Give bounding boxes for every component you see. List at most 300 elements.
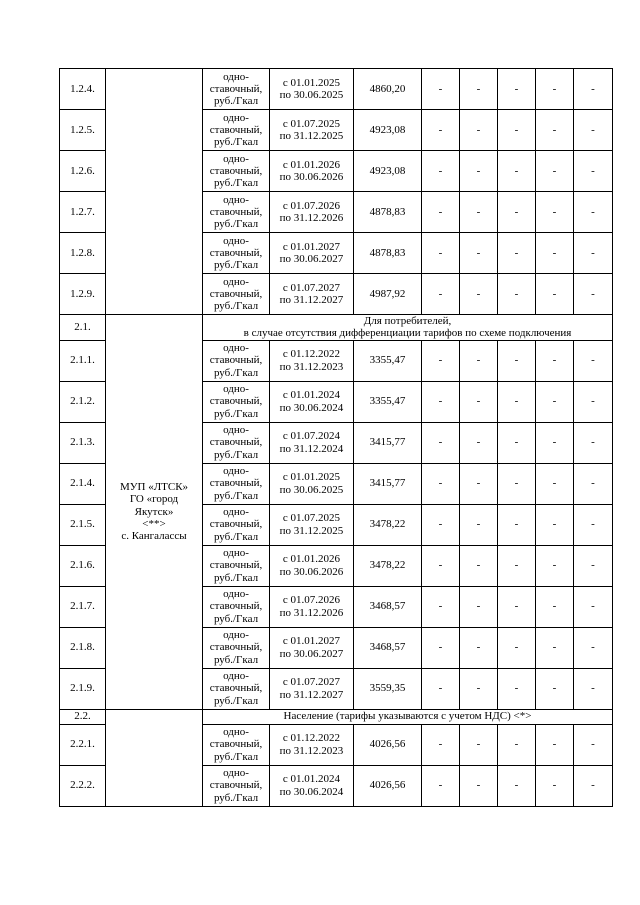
empty-value-cell bbox=[498, 504, 536, 545]
unit-cell bbox=[203, 765, 270, 806]
empty-value-cell bbox=[498, 151, 536, 192]
tariff-value: 3355,47 bbox=[369, 395, 406, 408]
unit-cell bbox=[203, 586, 270, 627]
empty-value-cell bbox=[422, 627, 460, 668]
unit-line: руб./Гкал bbox=[213, 366, 259, 379]
unit-cell bbox=[203, 110, 270, 151]
period-cell bbox=[270, 586, 354, 627]
tariff-value: 3468,57 bbox=[369, 600, 406, 613]
empty-value-cell bbox=[498, 463, 536, 504]
empty-value-cell bbox=[460, 274, 498, 315]
empty-value-cell bbox=[574, 668, 613, 709]
dash-mark: - bbox=[514, 641, 519, 654]
dash-mark: - bbox=[591, 82, 595, 95]
dash-mark: - bbox=[476, 682, 481, 695]
unit-line: одно- bbox=[223, 193, 249, 206]
unit-line: одно- bbox=[223, 424, 249, 437]
unit-line: одно- bbox=[223, 275, 249, 288]
dash-mark: - bbox=[438, 600, 443, 613]
empty-value-cell bbox=[460, 192, 498, 233]
unit-line: ставочный, bbox=[209, 395, 263, 408]
empty-value-cell bbox=[422, 69, 460, 110]
empty-value-cell bbox=[574, 765, 613, 806]
period-to: по 31.12.2026 bbox=[279, 606, 344, 619]
period-to: по 31.12.2027 bbox=[279, 688, 344, 701]
dash-mark: - bbox=[438, 354, 443, 367]
dash-mark: - bbox=[476, 641, 481, 654]
empty-value-cell bbox=[460, 724, 498, 765]
empty-value-cell bbox=[460, 381, 498, 422]
dash-mark: - bbox=[514, 287, 519, 300]
unit-line: руб./Гкал bbox=[213, 448, 259, 461]
empty-value-cell bbox=[498, 765, 536, 806]
unit-line: ставочный, bbox=[209, 779, 263, 792]
period-to: по 30.06.2025 bbox=[279, 483, 344, 496]
row-number: 2.1.7. bbox=[70, 600, 95, 613]
dash-mark: - bbox=[591, 205, 595, 218]
group-number: 2.2. bbox=[74, 710, 91, 723]
unit-line: ставочный, bbox=[209, 559, 263, 572]
unit-cell bbox=[203, 724, 270, 765]
row-number-cell bbox=[60, 463, 106, 504]
tariff-value-cell bbox=[354, 151, 422, 192]
unit-cell bbox=[203, 668, 270, 709]
unit-line: ставочный, bbox=[209, 123, 263, 136]
dash-mark: - bbox=[476, 164, 481, 177]
tariff-value: 3478,22 bbox=[369, 559, 406, 572]
dash-mark: - bbox=[514, 395, 519, 408]
dash-mark: - bbox=[438, 779, 443, 792]
period-to: по 30.06.2025 bbox=[279, 89, 344, 101]
unit-line: ставочный, bbox=[209, 164, 263, 177]
dash-mark: - bbox=[438, 436, 443, 449]
dash-mark: - bbox=[591, 395, 595, 408]
empty-value-cell bbox=[574, 463, 613, 504]
dash-mark: - bbox=[438, 287, 443, 300]
empty-value-cell bbox=[574, 274, 613, 315]
empty-value-cell bbox=[574, 110, 613, 151]
group-title-line: Для потребителей, bbox=[363, 315, 452, 327]
tariff-value-cell bbox=[354, 765, 422, 806]
unit-line: ставочный, bbox=[209, 600, 263, 613]
organization-name-line: Якутск» bbox=[134, 505, 174, 518]
unit-line: руб./Гкал bbox=[213, 791, 259, 804]
unit-line: ставочный, bbox=[209, 641, 263, 654]
tariff-value-cell bbox=[354, 110, 422, 151]
dash-mark: - bbox=[438, 738, 443, 751]
empty-value-cell bbox=[536, 192, 574, 233]
dash-mark: - bbox=[514, 779, 519, 792]
unit-line: одно- bbox=[223, 726, 249, 739]
period-to: по 31.12.2026 bbox=[279, 212, 344, 224]
dash-mark: - bbox=[552, 246, 557, 259]
dash-mark: - bbox=[438, 518, 443, 531]
dash-mark: - bbox=[476, 82, 481, 95]
tariff-value: 4923,08 bbox=[369, 164, 406, 177]
empty-value-cell bbox=[460, 504, 498, 545]
dash-mark: - bbox=[591, 164, 595, 177]
dash-mark: - bbox=[476, 123, 481, 136]
period-cell bbox=[270, 192, 354, 233]
dash-mark: - bbox=[591, 287, 595, 300]
empty-value-cell bbox=[574, 627, 613, 668]
organization-cell-continued bbox=[106, 69, 203, 315]
row-number: 1.2.8. bbox=[70, 246, 95, 259]
tariff-table bbox=[59, 68, 613, 807]
tariff-value: 3415,77 bbox=[369, 477, 406, 490]
empty-value-cell bbox=[460, 69, 498, 110]
empty-value-cell bbox=[498, 381, 536, 422]
tariff-value: 4026,56 bbox=[369, 738, 406, 751]
unit-line: одно- bbox=[223, 111, 249, 124]
group-title-cell bbox=[203, 709, 613, 724]
row-number: 2.1.8. bbox=[70, 641, 95, 654]
period-cell bbox=[270, 668, 354, 709]
period-from: с 01.01.2025 bbox=[282, 76, 341, 89]
unit-cell bbox=[203, 192, 270, 233]
unit-line: ставочный, bbox=[209, 246, 263, 259]
group-header-row bbox=[60, 315, 613, 341]
period-from: с 01.01.2026 bbox=[282, 553, 341, 566]
empty-value-cell bbox=[574, 192, 613, 233]
tariff-value: 3468,57 bbox=[369, 641, 406, 654]
unit-line: одно- bbox=[223, 383, 249, 396]
dash-mark: - bbox=[514, 436, 519, 449]
row-number: 1.2.5. bbox=[70, 123, 95, 136]
empty-value-cell bbox=[460, 586, 498, 627]
row-number-cell bbox=[60, 340, 106, 381]
dash-mark: - bbox=[476, 559, 481, 572]
period-to: по 31.12.2025 bbox=[279, 130, 344, 142]
period-to: по 30.06.2024 bbox=[279, 401, 344, 414]
unit-line: одно- bbox=[223, 588, 249, 601]
row-number-cell bbox=[60, 192, 106, 233]
empty-value-cell bbox=[536, 110, 574, 151]
period-from: с 01.01.2026 bbox=[282, 158, 341, 171]
unit-line: одно- bbox=[223, 234, 249, 247]
dash-mark: - bbox=[438, 123, 443, 136]
period-cell bbox=[270, 724, 354, 765]
unit-cell bbox=[203, 340, 270, 381]
tariff-value-cell bbox=[354, 724, 422, 765]
unit-line: руб./Гкал bbox=[213, 259, 259, 272]
row-number: 2.1.2. bbox=[70, 395, 95, 408]
period-to: по 31.12.2023 bbox=[279, 744, 344, 757]
group-title-line: в случае отсутствия дифференциации тарифов по схеме подключения bbox=[243, 327, 572, 340]
period-from: с 01.01.2024 bbox=[282, 389, 341, 402]
empty-value-cell bbox=[422, 668, 460, 709]
unit-cell bbox=[203, 422, 270, 463]
dash-mark: - bbox=[476, 354, 481, 367]
row-number: 2.1.5. bbox=[70, 518, 95, 531]
empty-value-cell bbox=[460, 463, 498, 504]
empty-value-cell bbox=[574, 340, 613, 381]
tariff-value-cell bbox=[354, 463, 422, 504]
dash-mark: - bbox=[476, 518, 481, 531]
dash-mark: - bbox=[591, 600, 595, 613]
dash-mark: - bbox=[552, 779, 557, 792]
empty-value-cell bbox=[574, 724, 613, 765]
period-to: по 31.12.2025 bbox=[279, 524, 344, 537]
group-number: 2.1. bbox=[74, 321, 91, 334]
dash-mark: - bbox=[476, 287, 481, 300]
dash-mark: - bbox=[591, 477, 595, 490]
dash-mark: - bbox=[438, 246, 443, 259]
tariff-value: 4860,20 bbox=[369, 82, 406, 95]
tariff-value: 4878,83 bbox=[369, 205, 406, 218]
period-cell bbox=[270, 504, 354, 545]
empty-value-cell bbox=[574, 545, 613, 586]
dash-mark: - bbox=[438, 205, 443, 218]
unit-line: руб./Гкал bbox=[213, 571, 259, 584]
empty-value-cell bbox=[460, 233, 498, 274]
empty-value-cell bbox=[460, 627, 498, 668]
dash-mark: - bbox=[552, 738, 557, 751]
dash-mark: - bbox=[552, 354, 557, 367]
dash-mark: - bbox=[552, 123, 557, 136]
unit-line: ставочный, bbox=[209, 205, 263, 218]
period-cell bbox=[270, 463, 354, 504]
unit-cell bbox=[203, 627, 270, 668]
dash-mark: - bbox=[438, 82, 443, 95]
organization-cell-bottom bbox=[106, 709, 203, 806]
unit-line: одно- bbox=[223, 465, 249, 478]
period-from: с 01.07.2024 bbox=[282, 430, 341, 443]
dash-mark: - bbox=[514, 246, 519, 259]
period-to: по 31.12.2027 bbox=[279, 294, 344, 306]
empty-value-cell bbox=[536, 381, 574, 422]
dash-mark: - bbox=[552, 641, 557, 654]
empty-value-cell bbox=[498, 340, 536, 381]
empty-value-cell bbox=[422, 504, 460, 545]
dash-mark: - bbox=[552, 600, 557, 613]
group-header-row bbox=[60, 709, 613, 724]
dash-mark: - bbox=[552, 518, 557, 531]
dash-mark: - bbox=[552, 436, 557, 449]
row-number: 2.1.4. bbox=[70, 477, 95, 490]
empty-value-cell bbox=[536, 233, 574, 274]
row-number: 2.1.9. bbox=[70, 682, 95, 695]
unit-cell bbox=[203, 545, 270, 586]
period-from: с 01.12.2022 bbox=[282, 348, 341, 361]
unit-cell bbox=[203, 381, 270, 422]
unit-line: ставочный, bbox=[209, 287, 263, 300]
tariff-value-cell bbox=[354, 545, 422, 586]
row-number-cell bbox=[60, 69, 106, 110]
empty-value-cell bbox=[460, 340, 498, 381]
dash-mark: - bbox=[514, 600, 519, 613]
table-row bbox=[60, 69, 613, 110]
empty-value-cell bbox=[536, 151, 574, 192]
unit-line: руб./Гкал bbox=[213, 694, 259, 707]
empty-value-cell bbox=[574, 151, 613, 192]
period-from: с 01.01.2025 bbox=[282, 471, 341, 484]
tariff-value-cell bbox=[354, 422, 422, 463]
unit-line: руб./Гкал bbox=[213, 218, 259, 231]
unit-line: руб./Гкал bbox=[213, 530, 259, 543]
dash-mark: - bbox=[591, 641, 595, 654]
empty-value-cell bbox=[498, 69, 536, 110]
unit-line: одно- bbox=[223, 342, 249, 355]
dash-mark: - bbox=[514, 82, 519, 95]
dash-mark: - bbox=[514, 518, 519, 531]
empty-value-cell bbox=[460, 422, 498, 463]
dash-mark: - bbox=[552, 477, 557, 490]
empty-value-cell bbox=[422, 192, 460, 233]
empty-value-cell bbox=[422, 422, 460, 463]
period-to: по 30.06.2026 bbox=[279, 565, 344, 578]
empty-value-cell bbox=[422, 545, 460, 586]
empty-value-cell bbox=[498, 586, 536, 627]
period-from: с 01.01.2027 bbox=[282, 635, 341, 648]
unit-line: руб./Гкал bbox=[213, 300, 259, 313]
dash-mark: - bbox=[552, 205, 557, 218]
empty-value-cell bbox=[536, 422, 574, 463]
dash-mark: - bbox=[514, 205, 519, 218]
empty-value-cell bbox=[460, 765, 498, 806]
period-cell bbox=[270, 151, 354, 192]
dash-mark: - bbox=[438, 641, 443, 654]
tariff-value-cell bbox=[354, 381, 422, 422]
empty-value-cell bbox=[498, 668, 536, 709]
period-to: по 30.06.2026 bbox=[279, 171, 344, 183]
tariff-value-cell bbox=[354, 668, 422, 709]
empty-value-cell bbox=[536, 724, 574, 765]
dash-mark: - bbox=[476, 436, 481, 449]
period-from: с 01.07.2027 bbox=[282, 676, 341, 689]
empty-value-cell bbox=[460, 668, 498, 709]
row-number-cell bbox=[60, 724, 106, 765]
period-from: с 01.07.2026 bbox=[282, 199, 341, 212]
period-cell bbox=[270, 765, 354, 806]
unit-line: ставочный, bbox=[209, 518, 263, 531]
dash-mark: - bbox=[552, 395, 557, 408]
group-number-cell bbox=[60, 709, 106, 724]
period-to: по 30.06.2024 bbox=[279, 785, 344, 798]
unit-cell bbox=[203, 69, 270, 110]
row-number-cell bbox=[60, 151, 106, 192]
row-number-cell bbox=[60, 627, 106, 668]
empty-value-cell bbox=[498, 233, 536, 274]
unit-line: ставочный, bbox=[209, 477, 263, 490]
period-from: с 01.07.2025 bbox=[282, 512, 341, 525]
unit-line: ставочный, bbox=[209, 682, 263, 695]
row-number-cell bbox=[60, 381, 106, 422]
empty-value-cell bbox=[536, 340, 574, 381]
empty-value-cell bbox=[536, 668, 574, 709]
dash-mark: - bbox=[476, 205, 481, 218]
empty-value-cell bbox=[498, 192, 536, 233]
organization-name-line: ГО «город bbox=[129, 493, 179, 506]
row-number-cell bbox=[60, 422, 106, 463]
unit-line: одно- bbox=[223, 767, 249, 780]
dash-mark: - bbox=[591, 779, 595, 792]
dash-mark: - bbox=[591, 123, 595, 136]
group-title-line: Население (тарифы указываются с учетом НДС) <*> bbox=[283, 710, 532, 723]
tariff-value-cell bbox=[354, 340, 422, 381]
unit-line: одно- bbox=[223, 670, 249, 683]
unit-line: одно- bbox=[223, 70, 249, 83]
dash-mark: - bbox=[514, 477, 519, 490]
empty-value-cell bbox=[536, 586, 574, 627]
tariff-value: 3478,22 bbox=[369, 518, 406, 531]
row-number-cell bbox=[60, 233, 106, 274]
unit-line: одно- bbox=[223, 506, 249, 519]
empty-value-cell bbox=[536, 504, 574, 545]
organization-cell bbox=[106, 315, 203, 710]
dash-mark: - bbox=[476, 395, 481, 408]
period-cell bbox=[270, 233, 354, 274]
unit-line: ставочный, bbox=[209, 82, 263, 95]
unit-line: ставочный, bbox=[209, 436, 263, 449]
period-cell bbox=[270, 274, 354, 315]
empty-value-cell bbox=[422, 586, 460, 627]
row-number: 2.1.3. bbox=[70, 436, 95, 449]
period-from: с 01.01.2024 bbox=[282, 773, 341, 786]
row-number: 1.2.7. bbox=[70, 205, 95, 218]
tariff-table-body bbox=[60, 69, 613, 807]
empty-value-cell bbox=[422, 381, 460, 422]
row-number: 2.2.1. bbox=[70, 738, 95, 751]
period-from: с 01.01.2027 bbox=[282, 240, 341, 253]
unit-cell bbox=[203, 504, 270, 545]
tariff-value-cell bbox=[354, 586, 422, 627]
row-number-cell bbox=[60, 274, 106, 315]
dash-mark: - bbox=[476, 246, 481, 259]
empty-value-cell bbox=[422, 110, 460, 151]
group-title-cell bbox=[203, 315, 613, 341]
dash-mark: - bbox=[476, 779, 481, 792]
empty-value-cell bbox=[574, 586, 613, 627]
empty-value-cell bbox=[422, 340, 460, 381]
dash-mark: - bbox=[438, 395, 443, 408]
unit-line: ставочный, bbox=[209, 738, 263, 751]
empty-value-cell bbox=[422, 463, 460, 504]
empty-value-cell bbox=[536, 274, 574, 315]
dash-mark: - bbox=[552, 559, 557, 572]
unit-line: ставочный, bbox=[209, 354, 263, 367]
tariff-value: 4026,56 bbox=[369, 779, 406, 792]
organization-name-line: с. Кангалассы bbox=[121, 530, 187, 543]
period-to: по 30.06.2027 bbox=[279, 253, 344, 265]
period-cell bbox=[270, 381, 354, 422]
unit-line: руб./Гкал bbox=[213, 750, 259, 763]
unit-line: руб./Гкал bbox=[213, 136, 259, 149]
unit-line: руб./Гкал bbox=[213, 177, 259, 190]
empty-value-cell bbox=[460, 110, 498, 151]
row-number: 1.2.6. bbox=[70, 164, 95, 177]
tariff-value-cell bbox=[354, 274, 422, 315]
empty-value-cell bbox=[574, 69, 613, 110]
tariff-value: 3355,47 bbox=[369, 354, 406, 367]
tariff-value: 4878,83 bbox=[369, 246, 406, 259]
empty-value-cell bbox=[536, 69, 574, 110]
empty-value-cell bbox=[536, 765, 574, 806]
dash-mark: - bbox=[438, 477, 443, 490]
empty-value-cell bbox=[536, 627, 574, 668]
tariff-value-cell bbox=[354, 192, 422, 233]
dash-mark: - bbox=[514, 738, 519, 751]
tariff-value-cell bbox=[354, 627, 422, 668]
dash-mark: - bbox=[591, 559, 595, 572]
dash-mark: - bbox=[514, 164, 519, 177]
dash-mark: - bbox=[514, 559, 519, 572]
dash-mark: - bbox=[476, 600, 481, 613]
unit-line: одно- bbox=[223, 547, 249, 560]
dash-mark: - bbox=[438, 559, 443, 572]
period-from: с 01.07.2026 bbox=[282, 594, 341, 607]
dash-mark: - bbox=[591, 738, 595, 751]
